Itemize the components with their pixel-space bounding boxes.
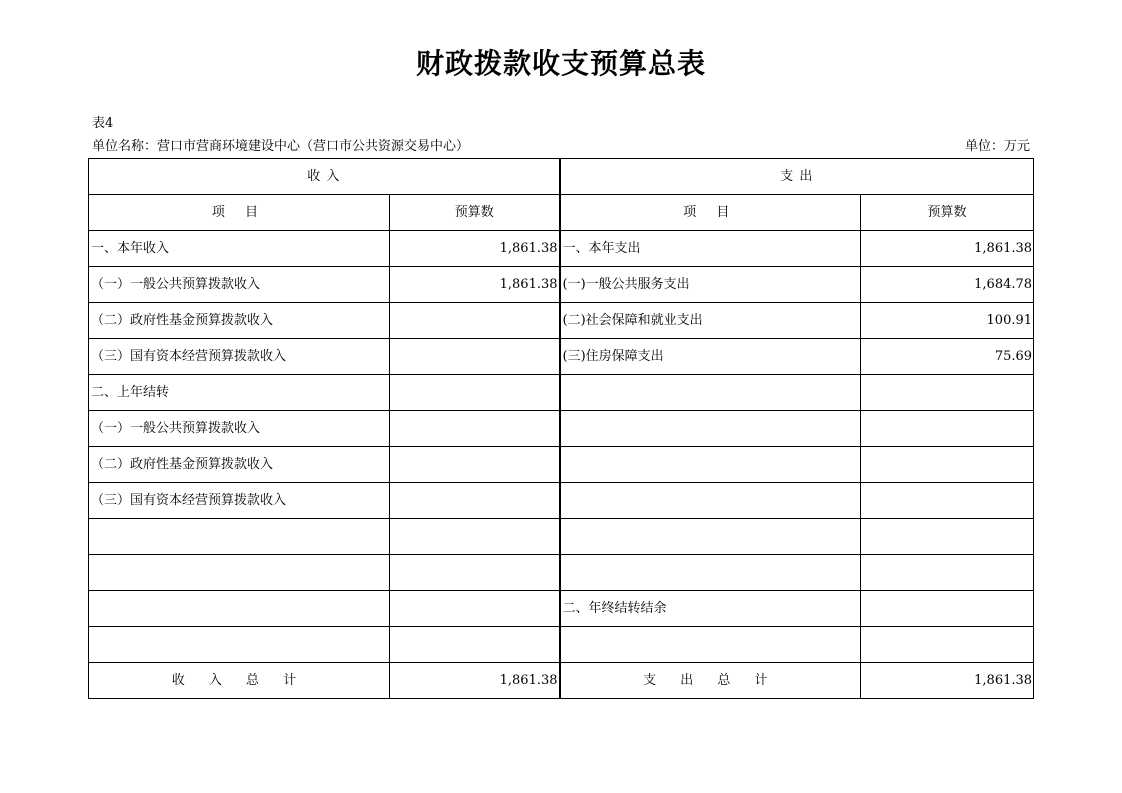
- expense-value-cell: [861, 375, 1034, 411]
- income-item-cell: （三）国有资本经营预算拨款收入: [89, 483, 390, 519]
- table-row: [89, 627, 1034, 663]
- income-value-cell: [390, 411, 560, 447]
- income-item-cell: [89, 555, 390, 591]
- expense-value-cell: 1,861.38: [861, 231, 1034, 267]
- expense-value-cell: [861, 519, 1034, 555]
- table-row: [89, 483, 1034, 519]
- expense-item-cell: [560, 411, 861, 447]
- income-item-cell: 二、上年结转: [89, 375, 390, 411]
- income-total-label: 收 入 总 计: [89, 663, 390, 699]
- table-row: [89, 231, 1034, 267]
- expense-item-cell: [560, 447, 861, 483]
- expense-item-header: 项 目: [560, 195, 861, 231]
- income-item-cell: （二）政府性基金预算拨款收入: [89, 303, 390, 339]
- totals-row: [89, 663, 1034, 699]
- table-row: [89, 519, 1034, 555]
- income-item-cell: 一、本年收入: [89, 231, 390, 267]
- group-header-row: [89, 159, 1034, 195]
- income-group-header: 收 入: [89, 159, 560, 195]
- income-value-cell: [390, 627, 560, 663]
- income-value-cell: [390, 339, 560, 375]
- expense-item-cell: [560, 483, 861, 519]
- expense-value-cell: 75.69: [861, 339, 1034, 375]
- income-item-cell: [89, 627, 390, 663]
- budget-table: [88, 158, 1034, 699]
- page-title: 财政拨款收支预算总表: [415, 47, 706, 80]
- income-value-cell: [390, 303, 560, 339]
- income-value-cell: [390, 447, 560, 483]
- table-row: [89, 303, 1034, 339]
- income-value-cell: [390, 519, 560, 555]
- income-item-cell: （一）一般公共预算拨款收入: [89, 411, 390, 447]
- expense-item-cell: [560, 375, 861, 411]
- expense-value-cell: [861, 555, 1034, 591]
- expense-item-cell: [560, 555, 861, 591]
- table-row: [89, 375, 1034, 411]
- income-total-value: 1,861.38: [390, 663, 560, 699]
- table-row: [89, 339, 1034, 375]
- income-item-cell: [89, 591, 390, 627]
- expense-item-cell: 二、年终结转结余: [560, 591, 861, 627]
- table-row: [89, 555, 1034, 591]
- expense-item-cell: [560, 627, 861, 663]
- expense-budget-header: 预算数: [861, 195, 1034, 231]
- expense-value-cell: 100.91: [861, 303, 1034, 339]
- income-budget-header: 预算数: [390, 195, 560, 231]
- unit-name: 单位名称：营口市营商环境建设中心（营口市公共资源交易中心）: [92, 139, 470, 154]
- income-value-cell: 1,861.38: [390, 267, 560, 303]
- expense-item-cell: [560, 519, 861, 555]
- expense-value-cell: [861, 483, 1034, 519]
- expense-value-cell: [861, 627, 1034, 663]
- income-item-cell: [89, 519, 390, 555]
- income-item-cell: （二）政府性基金预算拨款收入: [89, 447, 390, 483]
- expense-group-header: 支 出: [560, 159, 1034, 195]
- table-row: [89, 447, 1034, 483]
- expense-item-cell: (一)一般公共服务支出: [560, 267, 861, 303]
- expense-value-cell: 1,684.78: [861, 267, 1034, 303]
- expense-value-cell: [861, 447, 1034, 483]
- income-value-cell: [390, 591, 560, 627]
- income-value-cell: [390, 483, 560, 519]
- table-row: [89, 591, 1034, 627]
- expense-total-label: 支 出 总 计: [560, 663, 861, 699]
- expense-item-cell: (三)住房保障支出: [560, 339, 861, 375]
- currency-unit: 单位：万元: [964, 139, 1030, 154]
- income-value-cell: 1,861.38: [390, 231, 560, 267]
- expense-value-cell: [861, 591, 1034, 627]
- expense-total-value: 1,861.38: [861, 663, 1034, 699]
- table-number: 表4: [92, 116, 114, 131]
- column-header-row: [89, 195, 1034, 231]
- income-item-cell: （一）一般公共预算拨款收入: [89, 267, 390, 303]
- expense-value-cell: [861, 411, 1034, 447]
- income-item-cell: （三）国有资本经营预算拨款收入: [89, 339, 390, 375]
- expense-item-cell: 一、本年支出: [560, 231, 861, 267]
- expense-item-cell: (二)社会保障和就业支出: [560, 303, 861, 339]
- income-item-header: 项 目: [89, 195, 390, 231]
- table-row: [89, 411, 1034, 447]
- table-row: [89, 267, 1034, 303]
- income-value-cell: [390, 375, 560, 411]
- income-value-cell: [390, 555, 560, 591]
